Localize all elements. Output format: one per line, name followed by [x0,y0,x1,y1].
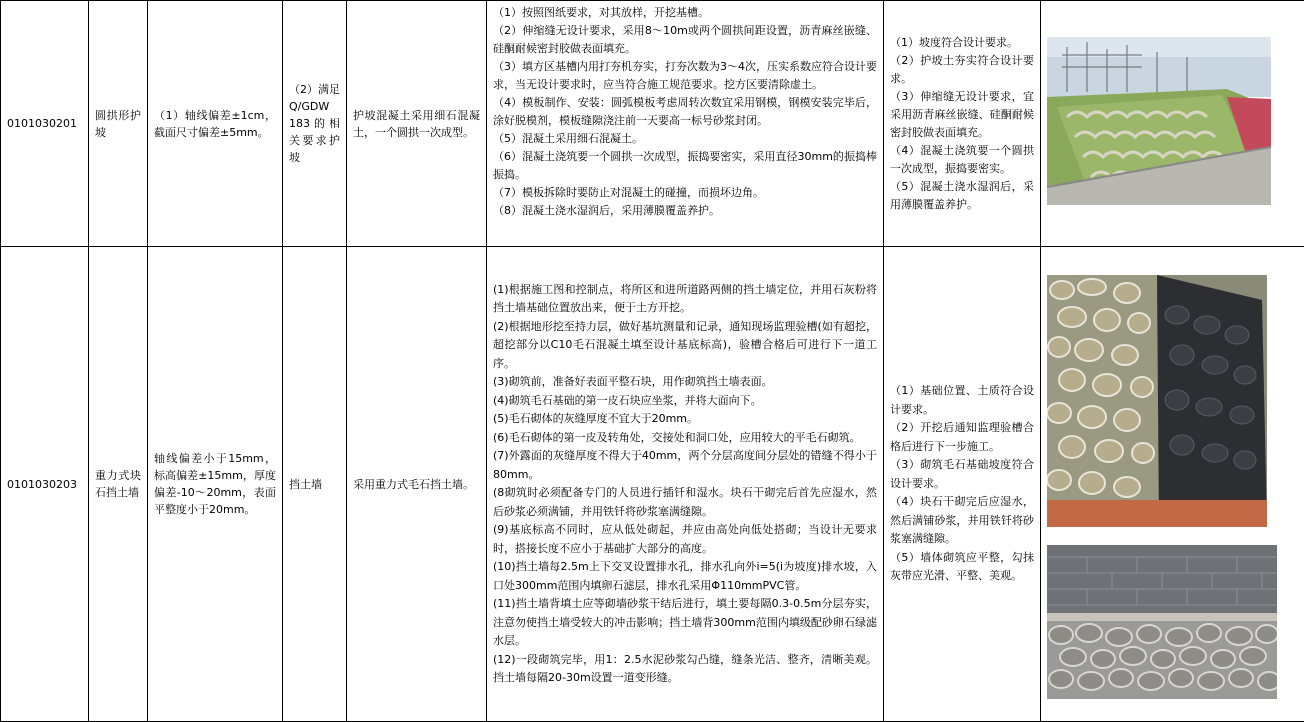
requirement-text: （2）满足Q/GDW 183的相关要求护坡 [283,1,347,247]
point-text: （1）基础位置、土质符合设计要求。 [890,382,1034,419]
step-text: (5)毛石砌体的灰缝厚度不宜大于20mm。 [493,410,877,429]
step-text: （6）混凝土浇筑要一个圆拱一次成型，振捣要密实，采用直径30mm的振捣棒振捣。 [493,148,877,184]
process-summary: 护坡混凝土采用细石混凝土，一个圆拱一次成型。 [347,1,487,247]
arch-slope-photo [1047,37,1271,205]
step-text: （8）混凝土浇水湿润后，采用薄膜覆盖养护。 [493,202,877,220]
step-text: （4）模板制作、安装：圆弧模板考虑周转次数宜采用钢模，钢模安装完毕后，涂好脱模剂，模板缝隙浇注前一天要高一标号砂浆封闭。 [493,94,877,130]
point-text: （5）墙体砌筑应平整，勾抹灰带应光滑、平整、美观。 [890,549,1034,586]
photo-cell [1041,1,1304,247]
process-steps [487,247,884,722]
point-text: （4）混凝土浇筑要一个圆拱一次成型，振捣要密实。 [890,142,1034,178]
step-text: （1）按照图纸要求，对其放样，开挖基槽。 [493,4,877,22]
step-text: （7）模板拆除时要防止对混凝土的碰撞，而损坏边角。 [493,184,877,202]
step-text: (11)挡土墙背填土应等砌墙砂浆干结后进行，填土要每隔0.3-0.5m分层夯实，注意勿使挡土墙受较大的冲击影响；挡土墙背300mm范围内填级配砂卵石绿滤水层。 [493,595,877,651]
point-text: （2）护坡土夯实符合设计要求。 [890,52,1034,88]
table-row [1,1,1304,247]
rubble-wall-photo [1047,275,1267,527]
step-text: (4)砌筑毛石基础的第一皮石块应坐浆，并将大面向下。 [493,392,877,411]
item-code: 0101030201 [1,1,89,247]
step-text: (6)毛石砌体的第一皮及转角处，交接处和洞口处，应用较大的平毛石砌筑。 [493,429,877,448]
step-text: (12)一段砌筑完毕，用1：2.5水泥砂浆勾凸缝，缝条光洁、整齐，清晰美观。挡土墙每隔20-30m设置一道变形缝。 [493,651,877,688]
tolerance-text: （1）轴线偏差±1cm，截面尺寸偏差±5mm。 [148,1,283,247]
step-text: （3）填方区基槽内用打夯机夯实，打夯次数为3～4次，压实系数应符合设计要求，当无设计要求时，应当符合施工规范要求。挖方区要清除虚土。 [493,58,877,94]
block-wall-photo [1047,545,1277,699]
point-text: （2）开挖后通知监理验槽合格后进行下一步施工。 [890,419,1034,456]
step-text: (3)砌筑前，准备好表面平整石块，用作砌筑挡土墙表面。 [493,373,877,392]
item-name: 圆拱形护坡 [89,1,148,247]
step-text: （2）伸缩缝无设计要求，采用8～10m或两个圆拱间距设置，沥青麻丝嵌缝、硅酮耐候密封胶做表面填充。 [493,22,877,58]
point-text: （5）混凝土浇水湿润后，采用薄膜覆盖养护。 [890,178,1034,214]
point-text: （1）坡度符合设计要求。 [890,34,1034,52]
key-points [884,247,1041,722]
item-code: 0101030203 [1,247,89,722]
point-text: （3）砌筑毛石基础坡度符合设计要求。 [890,456,1034,493]
photo-cell [1041,247,1304,722]
requirement-text: 挡土墙 [283,247,347,722]
item-name: 重力式块石挡土墙 [89,247,148,722]
step-text: （5）混凝土采用细石混凝土。 [493,130,877,148]
tolerance-text: 轴线偏差小于15mm，标高偏差±15mm，厚度偏差-10～20mm，表面平整度小于20mm。 [148,247,283,722]
step-text: (1)根据施工图和控制点，将所区和进所道路两侧的挡土墙定位，并用石灰粉将挡土墙基础位置放出来，便于土方开挖。 [493,281,877,318]
step-text: (9)基底标高不同时，应从低处砌起，并应由高处向低处搭砌；当设计无要求时，搭接长度不应小于基础扩大部分的高度。 [493,521,877,558]
table-row [1,247,1304,722]
process-steps [487,1,884,247]
key-points [884,1,1041,247]
step-text: (10)挡土墙每2.5m上下交叉设置排水孔，排水孔向外i=5(i为坡度)排水坡，入口处300mm范围内填卵石滤层，排水孔采用Φ110mmPVC管。 [493,558,877,595]
step-text: (7)外露面的灰缝厚度不得大于40mm，两个分层高度间分层处的错缝不得小于80mm。 [493,447,877,484]
process-summary: 采用重力式毛石挡土墙。 [347,247,487,722]
point-text: （4）块石干砌完后应湿水，然后满铺砂浆，并用铁钎将砂浆塞满缝隙。 [890,493,1034,549]
step-text: (2)根据地形挖至持力层，做好基坑测量和记录，通知现场监理验槽(如有超挖，超挖部分以C10毛石混凝土填至设计基底标高)，验槽合格后可进行下一道工序。 [493,318,877,374]
point-text: （3）伸缩缝无设计要求，宜采用沥青麻丝嵌缝、硅酮耐候密封胶做表面填充。 [890,88,1034,142]
step-text: (8砌筑时必须配备专门的人员进行插钎和湿水。块石干砌完后首先应湿水，然后砂浆必须满铺，并用铁钎将砂浆塞满缝隙。 [493,484,877,521]
